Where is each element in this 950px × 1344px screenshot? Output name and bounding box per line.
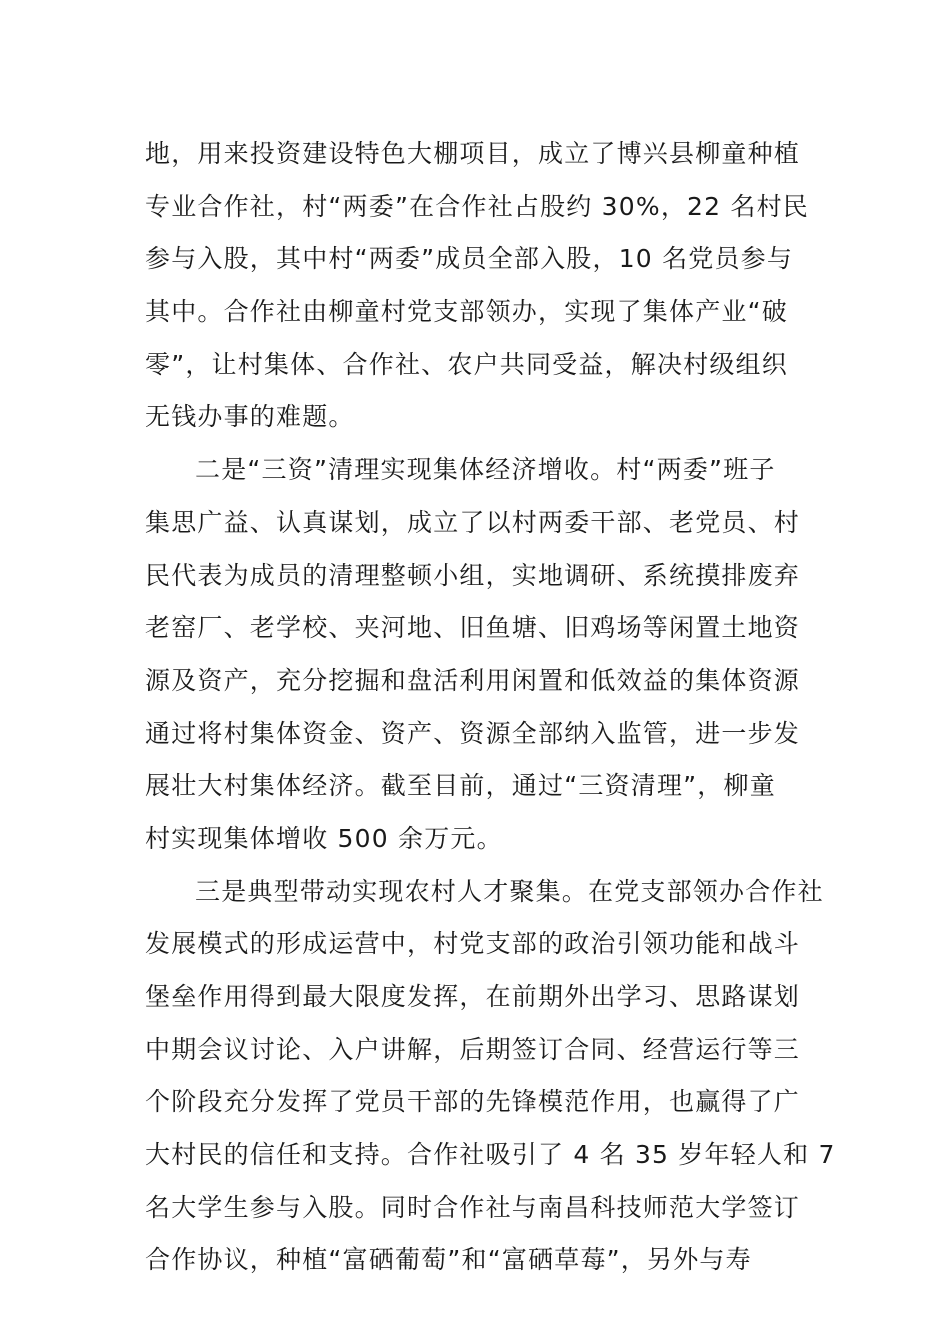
paragraph-start-line: 二是“三资”清理实现集体经济增收。村“两委”班子 bbox=[195, 455, 776, 485]
text-line: 中期会议讨论、入户讲解，后期签订合同、经营运行等三 bbox=[145, 1034, 801, 1064]
text-line: 老窑厂、老学校、夹河地、旧鱼塘、旧鸡场等闲置土地资 bbox=[145, 613, 801, 643]
text-line: 展壮大村集体经济。截至目前，通过“三资清理”，柳童 bbox=[145, 771, 776, 801]
text-line: 地，用来投资建设特色大棚项目，成立了博兴县柳童种植 bbox=[145, 139, 801, 168]
text-line: 个阶段充分发挥了党员干部的先锋模范作用，也赢得了广 bbox=[145, 1087, 801, 1117]
text-line: 村实现集体增收 500 余万元。 bbox=[145, 823, 503, 853]
body-text bbox=[145, 128, 836, 1287]
text-line: 堡垒作用得到最大限度发挥，在前期外出学习、思路谋划 bbox=[145, 982, 801, 1011]
text-line: 源及资产，充分挖掘和盘活利用闲置和低效益的集体资源 bbox=[145, 665, 801, 695]
paragraph-start-line: 三是典型带动实现农村人才聚集。在党支部领办合作社 bbox=[195, 876, 824, 906]
text-line: 无钱办事的难题。 bbox=[145, 402, 355, 432]
text-line: 通过将村集体资金、资产、资源全部纳入监管，进一步发 bbox=[145, 718, 801, 748]
text-line: 专业合作社，村“两委”在合作社占股约 30%，22 名村民 bbox=[145, 191, 809, 221]
text-line: 大村民的信任和支持。合作社吸引了 4 名 35 岁年轻人和 7 bbox=[145, 1140, 836, 1170]
text-line: 民代表为成员的清理整顿小组，实地调研、系统摸排废弃 bbox=[145, 560, 801, 590]
text-line: 合作协议，种植“富硒葡萄”和“富硒草莓”，另外与寿 bbox=[145, 1245, 752, 1275]
text-line: 发展模式的形成运营中，村党支部的政治引领功能和战斗 bbox=[145, 929, 801, 959]
text-line: 零”，让村集体、合作社、农户共同受益，解决村级组织 bbox=[145, 349, 788, 379]
text-line: 其中。合作社由柳童村党支部领办，实现了集体产业“破 bbox=[145, 297, 788, 327]
text-line: 参与入股，其中村“两委”成员全部入股，10 名党员参与 bbox=[145, 244, 794, 274]
text-line: 名大学生参与入股。同时合作社与南昌科技师范大学签订 bbox=[145, 1192, 801, 1222]
text-line: 集思广益、认真谋划，成立了以村两委干部、老党员、村 bbox=[145, 507, 801, 537]
